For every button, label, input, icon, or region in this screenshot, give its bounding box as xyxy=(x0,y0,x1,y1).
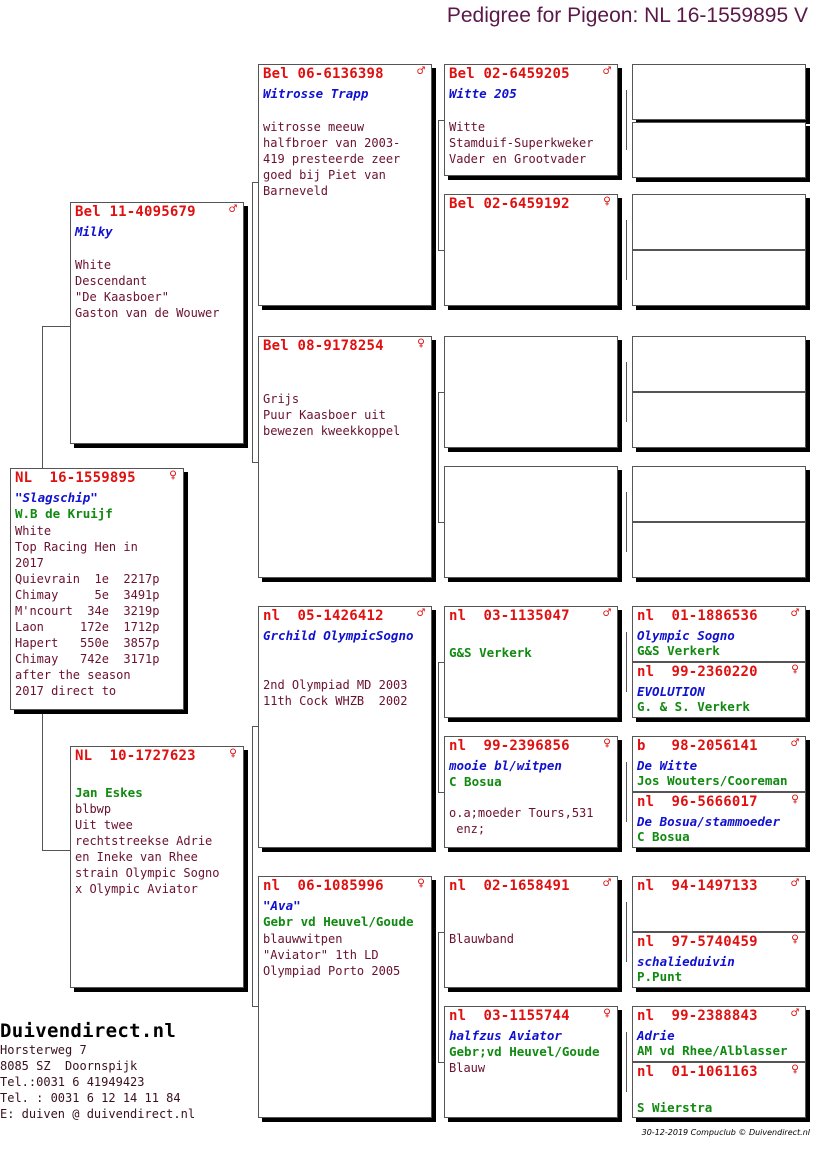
pigeon-card-gen5-9[interactable] xyxy=(632,606,806,662)
pigeon-card-gen5-14[interactable] xyxy=(632,932,806,988)
contact-block xyxy=(0,1020,195,1122)
pigeon-card-gen4-8[interactable] xyxy=(444,1006,618,1118)
pigeon-notes: 2nd Olympiad MD 2003 11th Cock WHZB 2002 xyxy=(263,678,408,708)
connector-line xyxy=(438,662,439,792)
ring-number: nl 02-1658491 xyxy=(449,878,570,894)
pigeon-notes: Blauw xyxy=(449,1061,486,1075)
pigeon-card-gen5-10[interactable] xyxy=(632,662,806,718)
pigeon-notes: blbwp Uit twee rechtstreekse Adrie en Ineke van Rhee strain Olympic Sogno x Olympic Aviator xyxy=(75,802,220,896)
ring-number: b 98-2056141 xyxy=(637,738,758,754)
connector-line xyxy=(42,850,70,851)
connector-line xyxy=(626,362,627,422)
breeder-name: Jos Wouters/Cooreman xyxy=(637,773,788,788)
ring-number: nl 97-5740459 xyxy=(637,934,758,950)
ring-number: nl 94-1497133 xyxy=(637,878,758,894)
pigeon-card-gen5-11[interactable] xyxy=(632,736,806,792)
ring-number: NL 16-1559895 xyxy=(15,470,136,486)
pigeon-card-sire[interactable] xyxy=(70,202,244,444)
pigeon-card-gen4-1[interactable] xyxy=(444,64,618,176)
pigeon-name: De Witte xyxy=(637,758,698,773)
contact-address: Horsterweg 7 8085 SZ Doornspijk Tel.:0031 6 41949423 Tel. : 0031 6 12 14 11 84 E: duiven @ duivendirect.nl xyxy=(0,1043,196,1121)
male-icon: ♂ xyxy=(603,64,611,79)
ring-number: nl 05-1426412 xyxy=(263,608,384,624)
breeder-name: Gebr;vd Heuvel/Goude xyxy=(449,1044,600,1059)
connector-line xyxy=(626,762,627,822)
ring-number: Bel 08-9178254 xyxy=(263,338,384,354)
connector-line xyxy=(626,492,627,552)
pigeon-card-gen5-12[interactable] xyxy=(632,792,806,848)
pigeon-name: mooie bl/witpen xyxy=(449,758,562,773)
pigeon-name: schalieduivin xyxy=(637,954,735,969)
pigeon-notes: White Descendant "De Kaasboer" Gaston van de Wouwer xyxy=(75,258,220,320)
ring-number: nl 01-1061163 xyxy=(637,1064,758,1080)
connector-line xyxy=(438,120,439,250)
female-icon: ♀ xyxy=(603,194,611,209)
pigeon-card-gen4-6[interactable] xyxy=(444,736,618,848)
ring-number: nl 03-1155744 xyxy=(449,1008,570,1024)
pigeon-name: Adrie xyxy=(637,1028,675,1043)
connector-line xyxy=(42,326,70,327)
connector-line xyxy=(626,220,627,280)
male-icon: ♂ xyxy=(417,64,425,79)
pigeon-card-dam-sire[interactable] xyxy=(258,606,432,848)
ring-number: nl 99-2360220 xyxy=(637,664,758,680)
pigeon-card-gen5-7-empty[interactable] xyxy=(632,466,806,522)
connector-line xyxy=(42,326,43,468)
pigeon-card-gen4-2[interactable] xyxy=(444,194,618,306)
breeder-name: AM vd Rhee/Alblasser xyxy=(637,1043,788,1058)
breeder-name: Jan Eskes xyxy=(75,785,143,800)
pigeon-card-gen5-5-empty[interactable] xyxy=(632,336,806,392)
site-name: Duivendirect.nl xyxy=(0,1020,177,1042)
connector-line xyxy=(438,932,439,1062)
pigeon-card-gen5-8-empty[interactable] xyxy=(632,522,806,578)
ring-number: NL 10-1727623 xyxy=(75,748,196,764)
pigeon-card-gen4-5[interactable] xyxy=(444,606,618,718)
female-icon: ♀ xyxy=(603,736,611,751)
connector-line xyxy=(438,392,439,522)
pigeon-card-subject[interactable] xyxy=(10,468,184,710)
breeder-name: C Bosua xyxy=(449,774,502,789)
female-icon: ♀ xyxy=(791,1062,799,1077)
pigeon-name: EVOLUTION xyxy=(637,684,705,699)
female-icon: ♀ xyxy=(229,746,237,761)
female-icon: ♀ xyxy=(417,876,425,891)
pigeon-card-gen5-3-empty[interactable] xyxy=(632,194,806,250)
ring-number: Bel 02-6459192 xyxy=(449,196,570,212)
breeder-name: P.Punt xyxy=(637,969,683,984)
connector-line xyxy=(252,182,253,462)
connector-line xyxy=(626,632,627,692)
male-icon: ♂ xyxy=(791,736,799,751)
pigeon-card-gen4-7[interactable] xyxy=(444,876,618,988)
connector-line xyxy=(252,726,253,1006)
male-icon: ♂ xyxy=(603,606,611,621)
breeder-name: Gebr vd Heuvel/Goude xyxy=(263,914,414,929)
connector-line xyxy=(626,90,627,150)
male-icon: ♂ xyxy=(791,606,799,621)
pigeon-name: Witte 205 xyxy=(449,86,517,101)
male-icon: ♂ xyxy=(791,1006,799,1021)
pigeon-card-sire-dam[interactable] xyxy=(258,336,432,578)
pigeon-name: "Ava" xyxy=(263,898,301,913)
connector-line xyxy=(42,710,43,850)
ring-number: Bel 02-6459205 xyxy=(449,66,570,82)
female-icon: ♀ xyxy=(791,792,799,807)
male-icon: ♂ xyxy=(791,876,799,891)
ring-number: nl 01-1886536 xyxy=(637,608,758,624)
breeder-name: W.B de Kruijf xyxy=(15,506,113,521)
breeder-name: G&S Verkerk xyxy=(637,643,720,658)
pigeon-name: "Slagschip" xyxy=(15,490,98,505)
ring-number: Bel 06-6136398 xyxy=(263,66,384,82)
male-icon: ♂ xyxy=(229,202,237,217)
pigeon-card-gen5-15[interactable] xyxy=(632,1006,806,1062)
pigeon-name: De Bosua/stammoeder xyxy=(637,814,780,829)
pigeon-notes: Blauwband xyxy=(449,932,515,946)
pigeon-card-gen5-13[interactable] xyxy=(632,876,806,932)
footer-credit: 30-12-2019 Compuclub © Duivendirect.nl xyxy=(641,1128,810,1137)
ring-number: nl 99-2396856 xyxy=(449,738,570,754)
breeder-name: G. & S. Verkerk xyxy=(637,699,750,714)
ring-number: nl 99-2388843 xyxy=(637,1008,758,1024)
pigeon-card-gen4-4-empty[interactable] xyxy=(444,466,618,578)
pigeon-notes: White Top Racing Hen in 2017 Quievrain 1e 2217p Chimay 5e 3491p M'ncourt 34e 3219p Laon 172e 1712p Hapert 550e 3857p Chimay 742e 3171p after the season 2017 direct to xyxy=(15,524,160,698)
pigeon-name: Grchild OlympicSogno xyxy=(263,628,414,643)
ring-number: nl 03-1135047 xyxy=(449,608,570,624)
female-icon: ♀ xyxy=(169,468,177,483)
pigeon-card-dam-dam[interactable] xyxy=(258,876,432,1118)
female-icon: ♀ xyxy=(417,336,425,351)
male-icon: ♂ xyxy=(603,876,611,891)
breeder-name: S Wierstra xyxy=(637,1100,713,1115)
pigeon-notes: o.a;moeder Tours,531 enz; xyxy=(449,806,594,836)
pigeon-card-sire-sire[interactable] xyxy=(258,64,432,306)
pigeon-card-gen5-16[interactable] xyxy=(632,1062,806,1118)
pigeon-card-gen5-6-empty[interactable] xyxy=(632,392,806,448)
connector-line xyxy=(626,1032,627,1092)
breeder-name: G&S Verkerk xyxy=(449,645,532,660)
pigeon-name: Witrosse Trapp xyxy=(263,86,369,101)
pigeon-notes: Grijs Puur Kaasboer uit bewezen kweekkoppel xyxy=(263,392,401,438)
page-title: Pedigree for Pigeon: NL 16-1559895 V xyxy=(446,4,808,27)
pigeon-card-gen5-2-empty[interactable] xyxy=(632,122,806,178)
pigeon-name: halfzus Aviator xyxy=(449,1028,562,1043)
breeder-name: C Bosua xyxy=(637,829,690,844)
male-icon: ♂ xyxy=(417,606,425,621)
pigeon-name: Olympic Sogno xyxy=(637,628,735,643)
pigeon-notes: blauwwitpen "Aviator" 1th LD Olympiad Porto 2005 xyxy=(263,932,401,978)
pigeon-card-gen5-1-empty[interactable] xyxy=(632,64,806,120)
ring-number: Bel 11-4095679 xyxy=(75,204,196,220)
pigeon-notes: Witte Stamduif-Superkweker Vader en Grootvader xyxy=(449,120,594,166)
ring-number: nl 06-1085996 xyxy=(263,878,384,894)
pigeon-card-gen5-4-empty[interactable] xyxy=(632,250,806,306)
pigeon-name: Milky xyxy=(75,224,113,239)
female-icon: ♀ xyxy=(791,662,799,677)
connector-line xyxy=(626,902,627,962)
female-icon: ♀ xyxy=(791,932,799,947)
ring-number: nl 96-5666017 xyxy=(637,794,758,810)
pigeon-notes: witrosse meeuw halfbroer van 2003- 419 presteerde zeer goed bij Piet van Barneveld xyxy=(263,120,401,198)
female-icon: ♀ xyxy=(603,1006,611,1021)
pigeon-card-gen4-3-empty[interactable] xyxy=(444,336,618,448)
pigeon-card-dam[interactable] xyxy=(70,746,244,988)
